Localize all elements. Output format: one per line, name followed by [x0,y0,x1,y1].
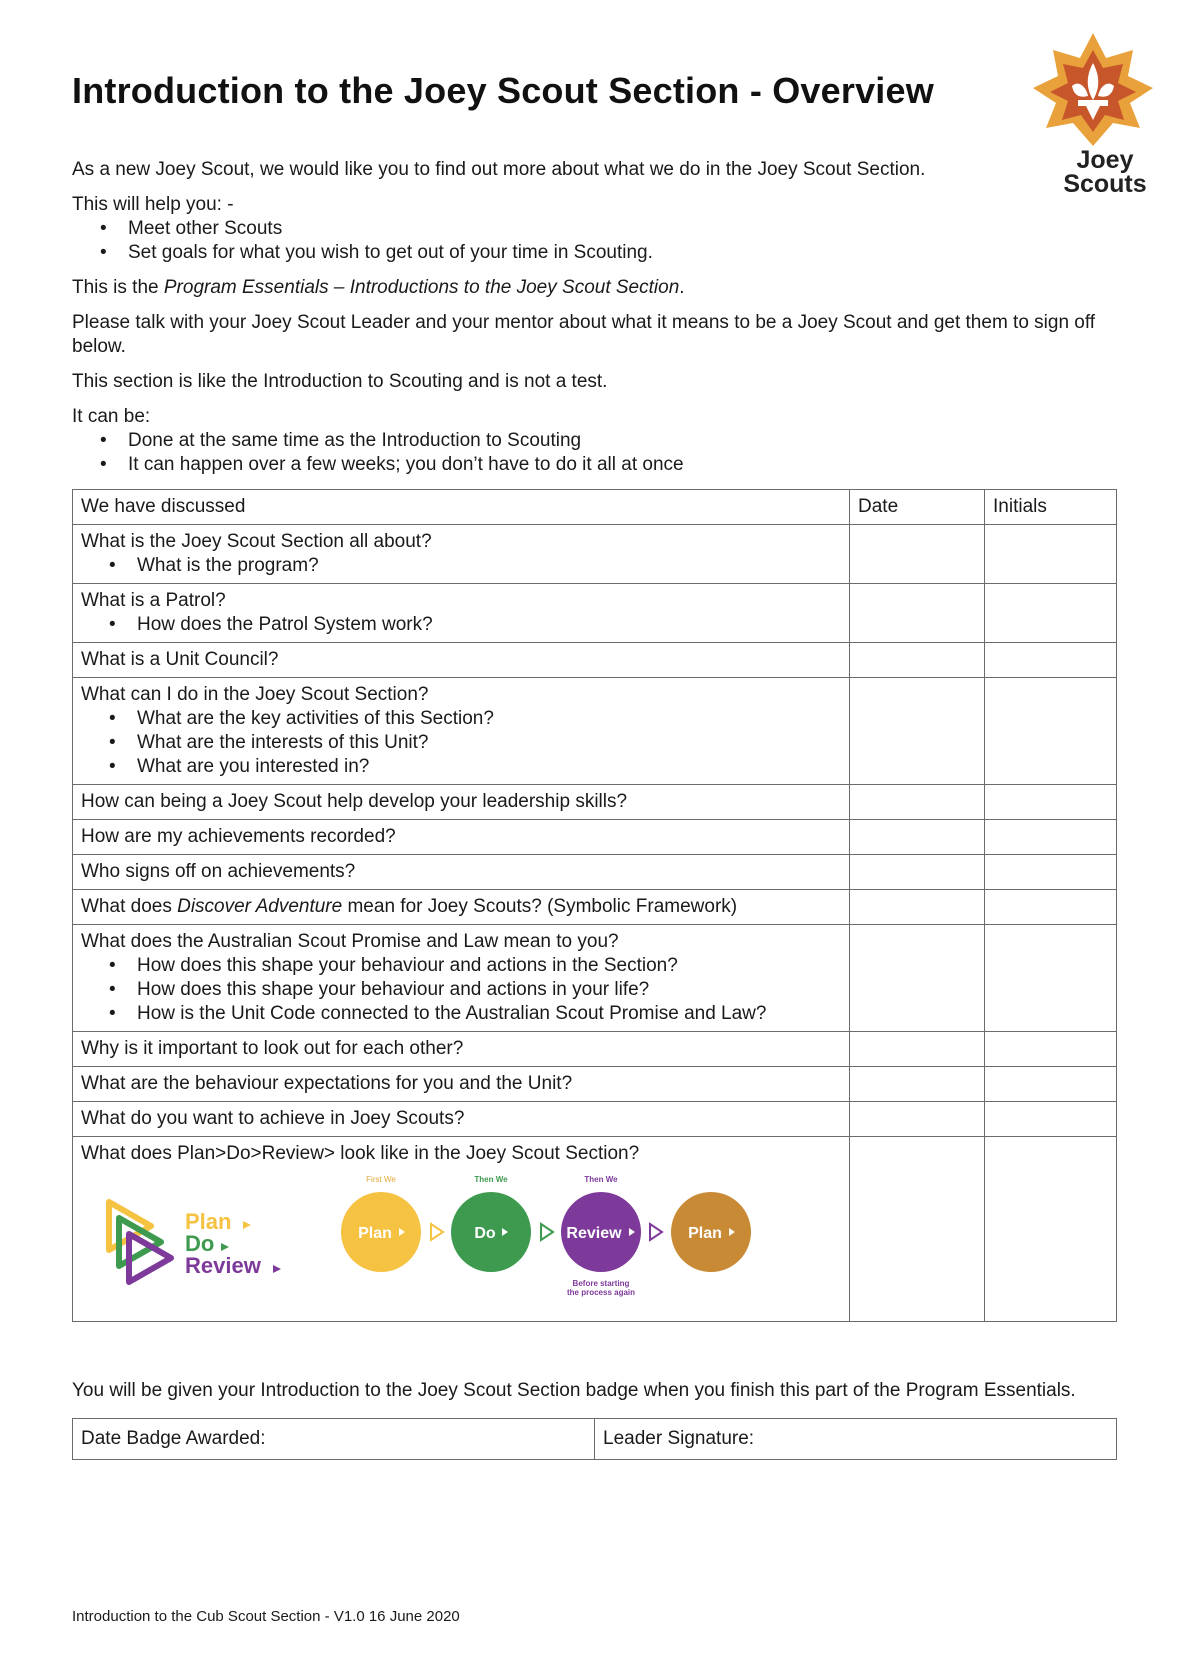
pdr-logo-plan: Plan [185,1209,232,1234]
list-item: • Done at the same time as the Introduction to Scouting [128,429,1112,453]
then-we-label: Then We [474,1175,508,1184]
can-be-list [72,429,1112,477]
list-item: • How is the Unit Code connected to the Australian Scout Promise and Law? [137,1002,841,1026]
plan-circle-label: Plan [358,1225,392,1242]
intro-paragraph: This section is like the Introduction to Scouting and is not a test. [72,371,608,392]
date-cell[interactable] [850,1032,985,1067]
table-row: Why is it important to look out for each other? [73,1032,1117,1067]
table-row: What is a Patrol? • How does the Patrol System work? [73,584,1117,643]
table-row: What does Discover Adventure mean for Joey Scouts? (Symbolic Framework) [73,890,1117,925]
before-starting-label: Before starting [572,1279,630,1288]
date-cell[interactable] [850,643,985,678]
intro-paragraph: Please talk with your Joey Scout Leader and your mentor about what it means to be a Joey Scout and get them to sign off below. [72,312,1096,357]
initials-cell[interactable] [985,1067,1117,1102]
initials-cell[interactable] [985,584,1117,643]
initials-cell[interactable] [985,678,1117,785]
date-cell[interactable] [850,525,985,584]
table-row: What can I do in the Joey Scout Section? • What are the key activities of this Section? • What are the interests of this Unit? • What are you interested in? [73,678,1117,785]
table-row: What does Plan>Do>Review> look like in the Joey Scout Section? Plan Do Review First We Then We Then We Plan Do Review Plan Before starting the process again [73,1137,1117,1322]
initials-cell[interactable] [985,525,1117,584]
header-cell: Initials [985,490,1117,525]
table-row: What is a Unit Council? [73,643,1117,678]
initials-cell[interactable] [985,925,1117,1032]
date-cell[interactable] [850,678,985,785]
list-item: • How does this shape your behaviour and actions in your life? [137,978,841,1002]
page-title: Introduction to the Joey Scout Section - Overview [72,70,934,111]
first-we-label: First We [366,1175,396,1184]
list-item: • How does the Patrol System work? [137,613,841,637]
sign-off-table [72,1418,1117,1460]
intro-paragraph: As a new Joey Scout, we would like you to find out more about what we do in the Joey Scout Section. [72,159,926,180]
date-cell[interactable] [850,1137,985,1322]
list-item: • What are you interested in? [137,755,841,779]
review-circle-label: Review [566,1225,622,1242]
plan-do-review-graphic [81,1166,841,1316]
help-list [72,217,1112,265]
plan-again-circle-label: Plan [688,1225,722,1242]
initials-cell[interactable] [985,1137,1117,1322]
page-footer: Introduction to the Cub Scout Section - V1.0 16 June 2020 [72,1608,460,1625]
list-item: • Meet other Scouts [128,217,1112,241]
intro-paragraph: It can be: [72,406,151,427]
table-row: What is the Joey Scout Section all about? • What is the program? [73,525,1117,584]
date-cell[interactable] [850,1102,985,1137]
date-badge-awarded-field[interactable]: Date Badge Awarded: [73,1419,595,1460]
table-row: What are the behaviour expectations for you and the Unit? [73,1067,1117,1102]
date-cell[interactable] [850,584,985,643]
then-we-label: Then We [584,1175,618,1184]
table-row: Who signs off on achievements? [73,855,1117,890]
pdr-logo-do: Do [185,1231,215,1256]
date-cell[interactable] [850,925,985,1032]
plan-do-review-diagram [81,1166,841,1316]
table-row: How are my achievements recorded? [73,820,1117,855]
date-cell[interactable] [850,785,985,820]
pdr-logo-review: Review [185,1253,261,1278]
initials-cell[interactable] [985,855,1117,890]
initials-cell[interactable] [985,1032,1117,1067]
intro-paragraph: This will help you: - [72,194,234,215]
initials-cell[interactable] [985,820,1117,855]
intro-section [72,158,1112,488]
header-cell: Date [850,490,985,525]
list-item: • How does this shape your behaviour and actions in the Section? [137,954,841,978]
table-row: What do you want to achieve in Joey Scouts? [73,1102,1117,1137]
date-cell[interactable] [850,1067,985,1102]
logo-wordmark: Joey Scouts [1063,146,1147,198]
initials-cell[interactable] [985,785,1117,820]
list-item: • Set goals for what you wish to get out of your time in Scouting. [128,241,1112,265]
table-header-row [73,490,1117,525]
initials-cell[interactable] [985,1102,1117,1137]
badge-note: You will be given your Introduction to the Joey Scout Section badge when you finish this part of the Program Essentials. [72,1380,1076,1401]
leader-signature-field[interactable]: Leader Signature: [595,1419,1117,1460]
list-item: • What is the program? [137,554,841,578]
before-starting-label: the process again [566,1288,636,1297]
discussion-table [72,489,1117,1322]
date-cell[interactable] [850,855,985,890]
initials-cell[interactable] [985,643,1117,678]
table-row: How can being a Joey Scout help develop your leadership skills? [73,785,1117,820]
list-item: • What are the interests of this Unit? [137,731,841,755]
date-cell[interactable] [850,890,985,925]
date-cell[interactable] [850,820,985,855]
intro-paragraph: This is the Program Essentials – Introductions to the Joey Scout Section. [72,277,685,298]
do-circle-label: Do [474,1225,496,1242]
header-cell: We have discussed [73,490,850,525]
initials-cell[interactable] [985,890,1117,925]
table-row [73,1419,1117,1460]
pdr-logo-icon [109,1202,171,1282]
list-item: • What are the key activities of this Section? [137,707,841,731]
list-item: • It can happen over a few weeks; you don’t have to do it all at once [128,453,1112,477]
table-row: What does the Australian Scout Promise and Law mean to you? • How does this shape your behaviour and actions in the Section? • How does this shape your behaviour and actions in your life? • How is the Unit Code connected to the Australian Scout Promise and Law? [73,925,1117,1032]
